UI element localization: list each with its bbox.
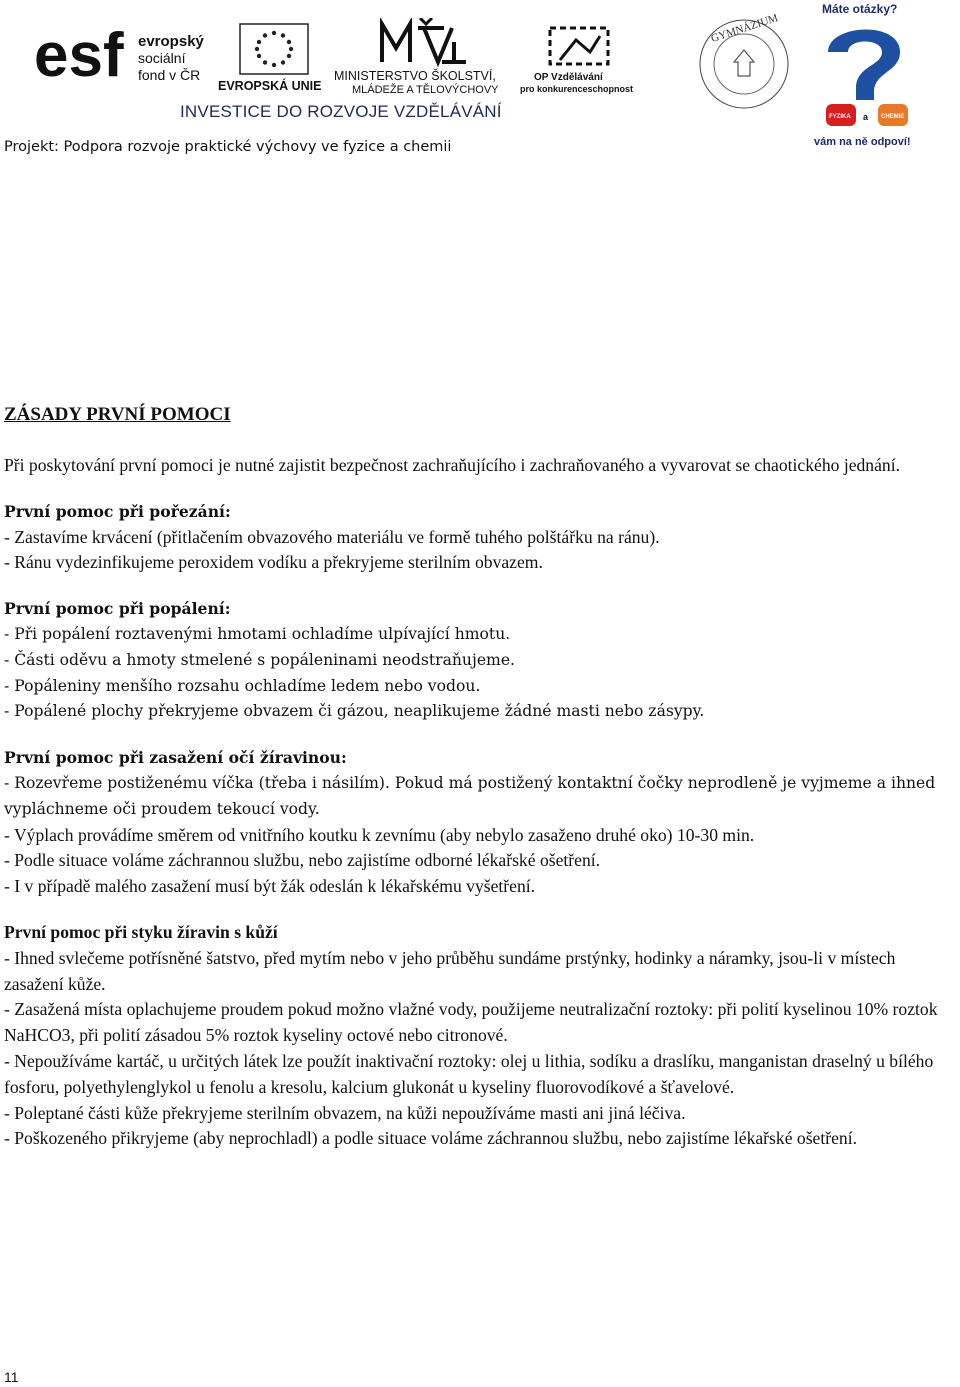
- section-line: - Poleptané části kůže překryjeme sterilním obvazem, na kůži nepoužíváme masti ani jiná léčiva.: [4, 1102, 686, 1123]
- section-line: - Části oděvu a hmoty stmelené s popáleninami neodstraňujeme.: [4, 650, 516, 669]
- section-line: - Popáleniny menšího rozsahu ochladíme ledem nebo vodou.: [4, 676, 481, 695]
- svg-text:Máte otázky?: Máte otázky?: [822, 2, 898, 16]
- section-eyes: [4, 745, 958, 900]
- esf-logo: [34, 18, 214, 96]
- section-line: - Při popálení roztavenými hmotami ochladíme ulpívající hmotu.: [4, 624, 511, 643]
- section-skin: [4, 920, 958, 1152]
- msmt-logo: [334, 18, 516, 94]
- svg-text:FYZIKA: FYZIKA: [829, 114, 851, 120]
- section-line: - Zastavíme krvácení (přitlačením obvazového materiálu ve formě tuhého polštářku na ránu).: [4, 526, 660, 547]
- section-heading: První pomoc při pořezání:: [4, 501, 231, 521]
- document-body: [4, 402, 958, 1172]
- investice-banner: INVESTICE DO ROZVOJE VZDĚLÁVÁNÍ: [180, 102, 502, 121]
- svg-text:esf: esf: [34, 21, 124, 90]
- section-line: - Zasažená místa oplachujeme proudem pokud možno vlažné vody, použijeme neutralizační roztoky: při polití kyselinou 10% roztok NaHCO3, při polití zásadou 5% roztok kyseliny octové nebo citronové.: [4, 999, 938, 1046]
- document-title: ZÁSADY PRVNÍ POMOCI: [4, 404, 231, 425]
- eu-logo: [218, 22, 330, 94]
- svg-text:evropský: evropský: [138, 33, 204, 50]
- section-burns: [4, 596, 958, 725]
- section-heading: První pomoc při zasažení očí žíravinou:: [4, 748, 347, 768]
- svg-text:fond v ČR: fond v ČR: [138, 67, 201, 83]
- svg-text:sociální: sociální: [138, 50, 186, 66]
- svg-text:a: a: [863, 112, 869, 122]
- section-cuts: [4, 499, 958, 576]
- svg-text:vám na ně odpoví!: vám na ně odpoví!: [814, 136, 911, 148]
- section-line: - I v případě malého zasažení musí být žák odeslán k lékařskému vyšetření.: [4, 876, 536, 897]
- svg-text:GYMNÁZIUM: GYMNÁZIUM: [709, 11, 780, 45]
- svg-text:EVROPSKÁ UNIE: EVROPSKÁ UNIE: [218, 79, 322, 93]
- section-heading: První pomoc při styku žíravin s kůží: [4, 921, 278, 942]
- svg-text:pro konkurenceschopnost: pro konkurenceschopnost: [520, 84, 634, 94]
- section-line: - Ihned svlečeme potřísněné šatstvo, před mytím nebo v jeho průběhu sundáme prstýnky, hodinky a náramky, jsou-li v místech zasažení kůže.: [4, 947, 896, 994]
- section-line: - Nepoužíváme kartáč, u určitých látek lze použít inaktivační roztoky: olej u lithia, sodíku a draslíku, manganistan draselný u bílého fosforu, polyethylenglykol u fenolu a kresolu, kalcium glukonát u kyseliny fluorovodíkové a šťavelové.: [4, 1050, 934, 1097]
- svg-text:MLÁDEŽE A TĚLOVÝCHOVY: MLÁDEŽE A TĚLOVÝCHOVY: [352, 84, 499, 94]
- page-header: [0, 0, 960, 160]
- page-number: 11: [4, 1369, 19, 1385]
- section-line: - Rozevřeme postiženému víčka (třeba i násilím). Pokud má postižený kontaktní čočky neprodleně je vyjmeme a ihned vypláchneme oči proudem tekoucí vody.: [4, 773, 936, 818]
- section-line: - Podle situace voláme záchrannou službu, nebo zajistíme odborné lékařské ošetření.: [4, 850, 601, 871]
- section-line: - Výplach provádíme směrem od vnitřního koutku k zevnímu (aby nebylo zasaženo druhé oko) 10-30 min.: [4, 824, 755, 845]
- section-heading: První pomoc při popálení:: [4, 599, 231, 619]
- section-line: - Ránu vydezinfikujeme peroxidem vodíku a překryjeme sterilním obvazem.: [4, 552, 543, 573]
- intro-paragraph: Při poskytování první pomoci je nutné zajistit bezpečnost zachraňujícího i zachraňovaného a vyvarovat se chaotického jednání.: [4, 455, 901, 475]
- svg-text:OP Vzdělávání: OP Vzdělávání: [534, 72, 603, 83]
- op-logo: [520, 22, 638, 94]
- svg-text:MINISTERSTVO ŠKOLSTVÍ,: MINISTERSTVO ŠKOLSTVÍ,: [334, 69, 496, 83]
- svg-text:CHEMIE: CHEMIE: [881, 114, 905, 120]
- section-line: - Poškozeného přikryjeme (aby neprochladl) a podle situace voláme záchrannou službu, nebo zajistíme lékařské ošetření.: [4, 1128, 857, 1149]
- project-title: Projekt: Podpora rozvoje praktické výchovy ve fyzice a chemii: [4, 139, 452, 155]
- mate-otazky-logo: [808, 0, 924, 150]
- gymnazium-logo: [690, 6, 798, 118]
- section-line: - Popálené plochy překryjeme obvazem či gázou, neaplikujeme žádné masti nebo zásypy.: [4, 702, 705, 721]
